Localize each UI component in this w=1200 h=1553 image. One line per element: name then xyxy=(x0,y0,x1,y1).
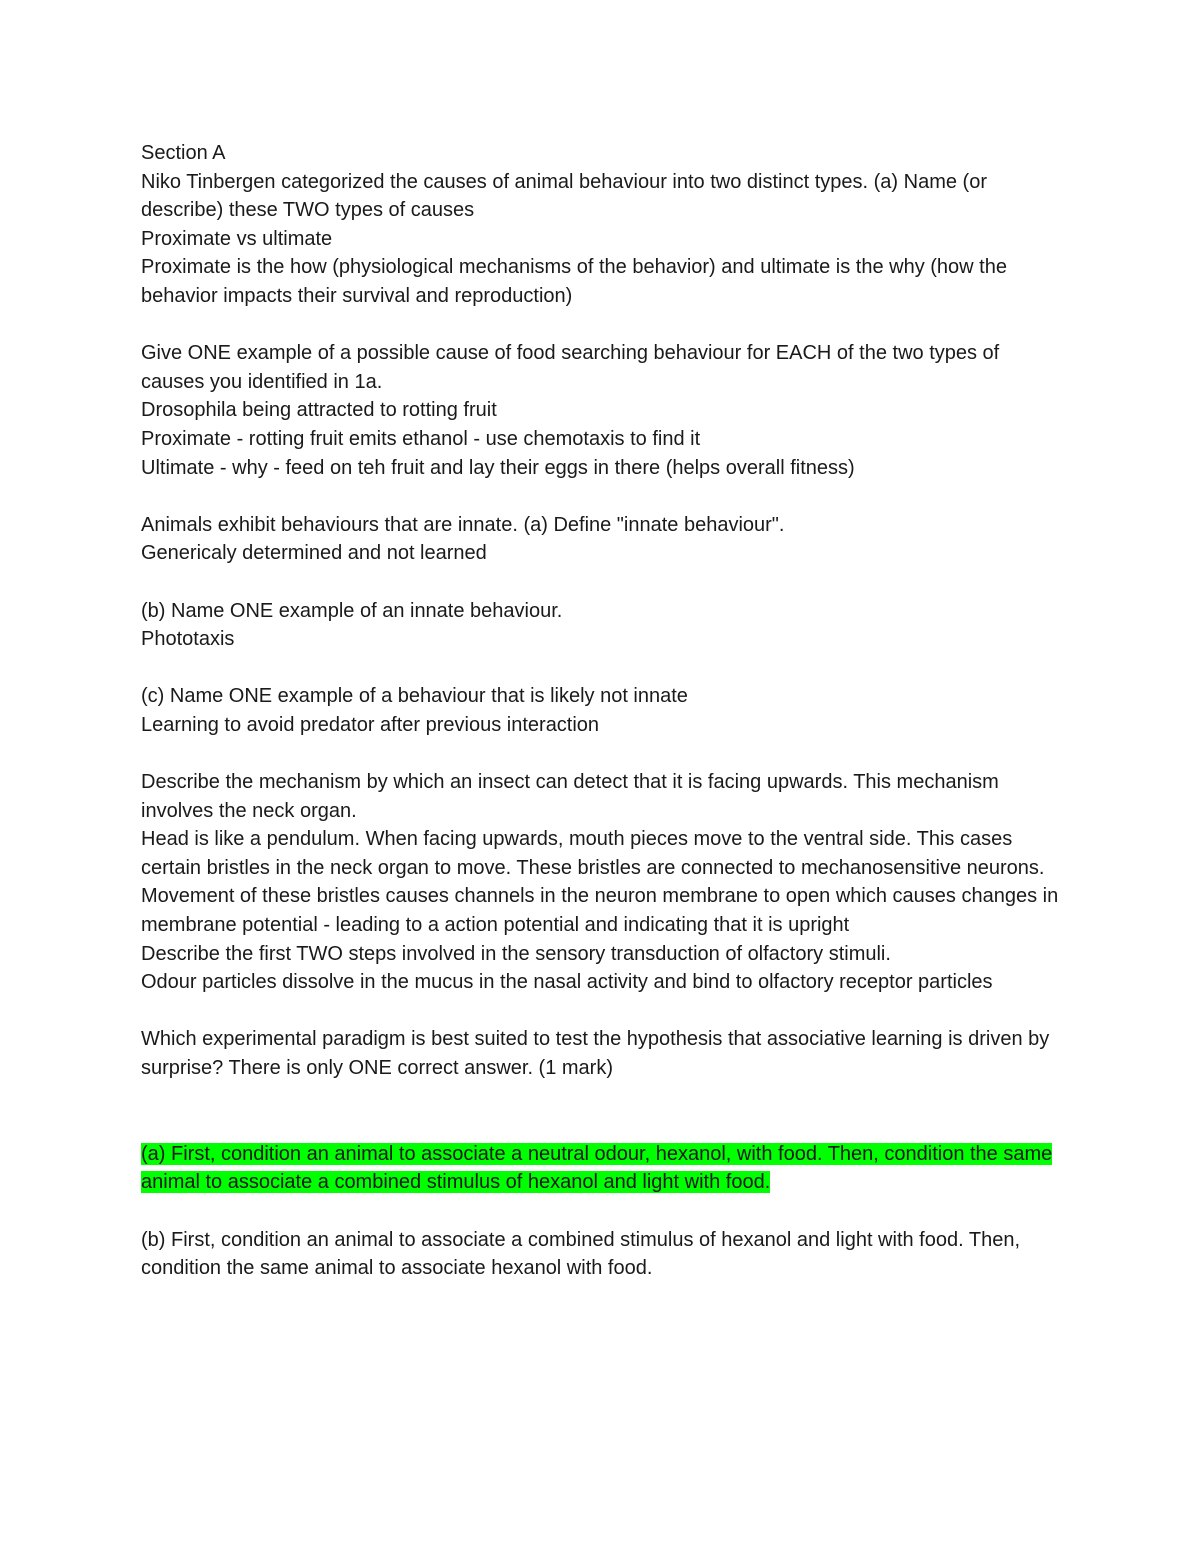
answer-text: Proximate vs ultimate xyxy=(141,227,333,250)
paragraph-spacer xyxy=(141,1083,1066,1140)
question-text: Niko Tinbergen categorized the causes of animal behaviour into two distinct types. (a) Name (or describe) these TWO types of causes xyxy=(141,170,987,222)
paragraph-spacer xyxy=(141,311,1066,340)
answer-text: Proximate is the how (physiological mechanisms of the behavior) and ultimate is the why (how the behavior impacts their survival and reproduction) xyxy=(141,256,1007,307)
question-text: (b) Name ONE example of an innate behaviour. xyxy=(141,599,563,622)
section-title: Section A xyxy=(141,142,226,164)
question-text: (c) Name ONE example of a behaviour that is likely not innate xyxy=(141,685,688,708)
paragraph-spacer xyxy=(141,482,1066,511)
document-body xyxy=(141,139,1066,1283)
highlighted-answer: (a) First, condition an animal to associate a neutral odour, hexanol, with food. Then, condition the same animal to associate a combined stimulus of hexanol and light with food. xyxy=(141,1142,1053,1194)
answer-option-a xyxy=(141,1140,1066,1197)
answer-text: Genericaly determined and not learned xyxy=(141,542,487,565)
answer-text: Phototaxis xyxy=(141,628,235,651)
paragraph-spacer xyxy=(141,997,1066,1026)
question-text: Describe the mechanism by which an insect can detect that it is facing upwards. This mechanism involves the neck organ. xyxy=(141,771,999,822)
question-text: Animals exhibit behaviours that are innate. (a) Define "innate behaviour". xyxy=(141,513,785,536)
answer-text: Ultimate - why - feed on teh fruit and lay their eggs in there (helps overall fitness) xyxy=(141,456,855,479)
answer-text: Learning to avoid predator after previous interaction xyxy=(141,713,600,736)
question-text: Give ONE example of a possible cause of food searching behaviour for EACH of the two types of causes you identified in 1a. xyxy=(141,342,1000,393)
paragraph-spacer xyxy=(141,568,1066,597)
answer-text: Head is like a pendulum. When facing upwards, mouth pieces move to the ventral side. This cases certain bristles in the neck organ to move. These bristles are connected to mechanosensitive neurons. Movement of these bristles causes channels in the neuron membrane to open which causes changes in membrane potential - leading to a action potential and indicating that it is upright xyxy=(141,828,1059,937)
question-text: Describe the first TWO steps involved in the sensory transduction of olfactory stimuli. xyxy=(141,942,891,965)
answer-text: Drosophila being attracted to rotting fruit xyxy=(141,399,497,422)
question-text: Which experimental paradigm is best suited to test the hypothesis that associative learning is driven by surprise? There is only ONE correct answer. (1 mark) xyxy=(141,1028,1050,1079)
answer-text: Odour particles dissolve in the mucus in the nasal activity and bind to olfactory receptor particles xyxy=(141,971,993,994)
paragraph-spacer xyxy=(141,739,1066,768)
answer-text: Proximate - rotting fruit emits ethanol - use chemotaxis to find it xyxy=(141,427,701,450)
answer-option-b: (b) First, condition an animal to associate a combined stimulus of hexanol and light with food. Then, condition the same animal to associate hexanol with food. xyxy=(141,1228,1020,1280)
paragraph-spacer xyxy=(141,654,1066,683)
paragraph-spacer xyxy=(141,1197,1066,1226)
